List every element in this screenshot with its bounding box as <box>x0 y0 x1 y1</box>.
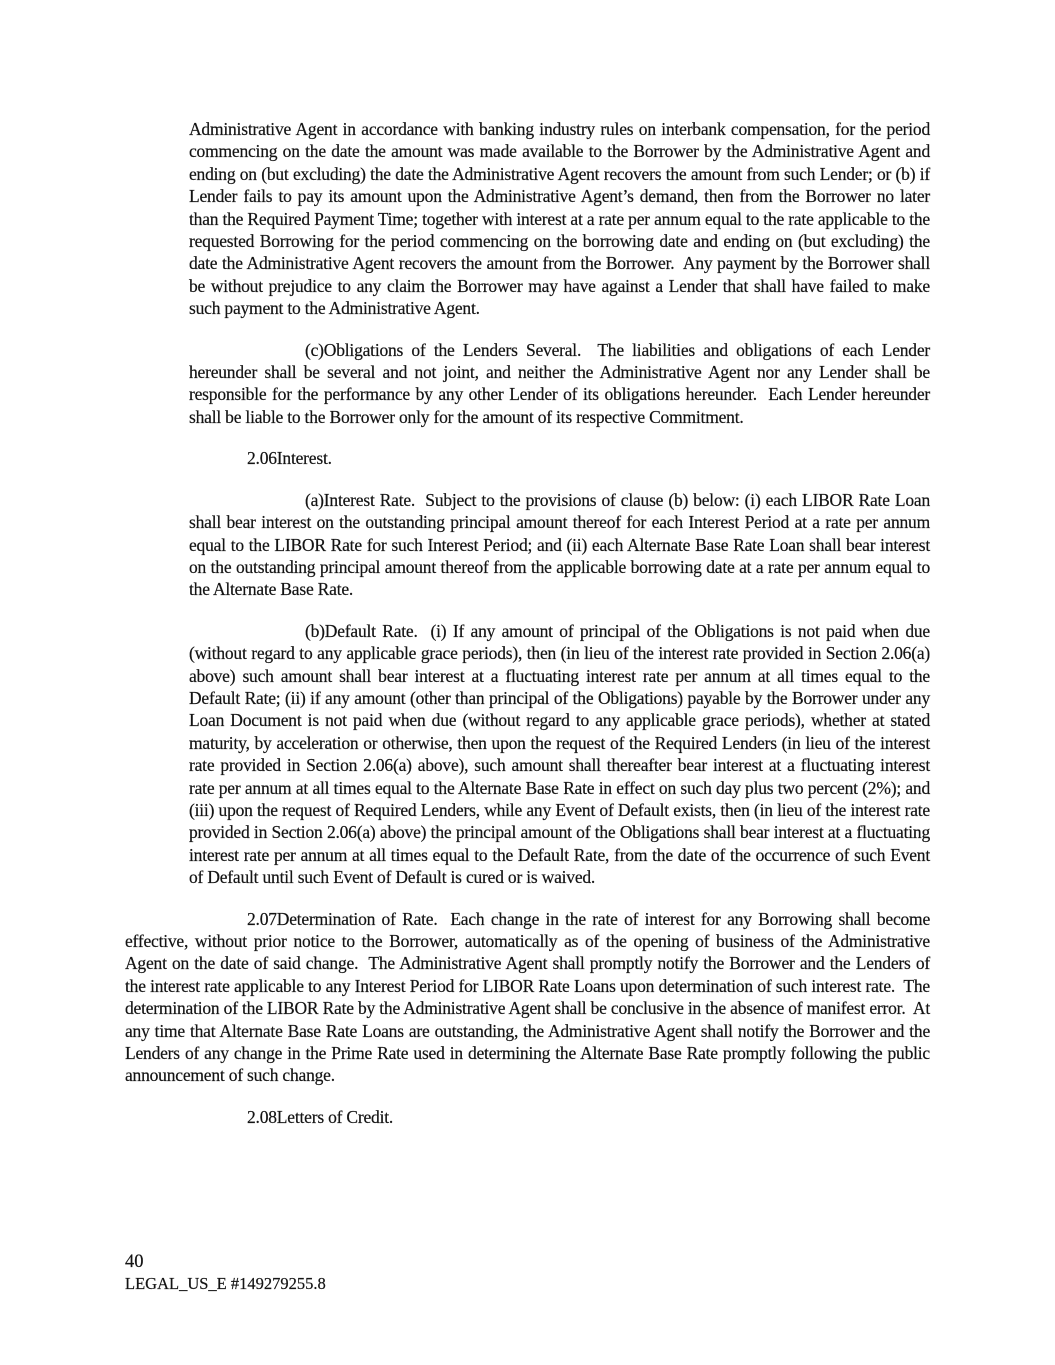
paragraph-label: 2.07 <box>247 908 277 929</box>
page-footer <box>125 1250 326 1294</box>
paragraph-label: (c) <box>305 339 324 360</box>
paragraph-208 <box>125 1106 930 1128</box>
paragraph-207 <box>125 908 930 1087</box>
paragraph-text: Subject to the provisions of clause (b) below: (i) each LIBOR Rate Loan shall bear interest on the outstanding principal amount thereof for each Interest Period at a rate per annum equal to the LIBOR Rate for such Interest Period; and (ii) each Alternate Base Rate Loan shall bear interest on the outstanding principal amount thereof from the applicable borrowing date at a rate per annum equal to the Alternate Base Rate. <box>189 489 930 600</box>
paragraph-text: The liabilities and obligations of each Lender hereunder shall be several and not joint, and neither the Administrative Agent nor any Lender shall be responsible for the performance by any other Lender of its obligations hereunder. Each Lender hereunder shall be liable to the Borrower only for the amount of its respective Commitment. <box>189 339 931 427</box>
paragraph-c <box>189 339 930 429</box>
paragraph-label: 2.06 <box>247 448 277 469</box>
paragraph-container <box>125 118 930 1128</box>
paragraph-text: (i) If any amount of principal of the Obligations is not paid when due (without regard to any applicable grace periods), then (in lieu of the interest rate provided in Section 2.06(a) above) such amount shall bear interest at a fluctuating interest rate per annum at all times equal to the Default Rate; (ii) if any amount (other than principal of the Obligations) payable by the Borrower under any Loan Document is not paid when due (without regard to any applicable grace periods), whether at stated maturity, by acceleration or otherwise, then upon the request of the Required Lenders (in lieu of the interest rate provided in Section 2.06(a) above), such amount shall thereafter bear interest at a fluctuating interest rate per annum at all times equal to the Alternate Base Rate in effect on such day plus two percent (2%); and (iii) upon the request of Required Lenders, while any Event of Default exists, then (in lieu of the interest rate provided in Section 2.06(a) above) the principal amount of the Obligations shall bear interest at a fluctuating interest rate per annum at all times equal to the Default Rate, from the date of the occurrence of such Event of Default until such Event of Default is cured or is waived. <box>189 620 930 888</box>
paragraph-label: (a) <box>305 489 324 510</box>
paragraph-206 <box>125 447 930 469</box>
paragraph-text: Each change in the rate of interest for any Borrowing shall become effective, without prior notice to the Borrower, automatically as of the opening of business of the Administrative Agent on the date of said change. The Administrative Agent shall promptly notify the Borrower and the Lenders of the interest rate applicable to any Interest Period for LIBOR Rate Loans upon determination of such interest rate. The determination of the LIBOR Rate by the Administrative Agent shall be conclusive in the absence of manifest error. At any time that Alternate Base Rate Loans are outstanding, the Administrative Agent shall notify the Borrower and the Lenders of any change in the Prime Rate used in determining the Alternate Base Rate promptly following the public announcement of such change. <box>125 908 931 1086</box>
clause-heading: Letters of Credit. <box>276 1106 394 1127</box>
clause-heading: Determination of Rate. <box>276 908 438 929</box>
paragraph-continuation <box>189 118 930 320</box>
document-body <box>125 118 930 1147</box>
clause-heading: Interest. <box>276 448 332 469</box>
paragraph-label: (b) <box>305 620 325 641</box>
clause-heading: Interest Rate. <box>323 489 416 510</box>
paragraph-b <box>189 620 930 889</box>
clause-heading: Obligations of the Lenders Several. <box>323 339 582 360</box>
document-id-stamp: LEGAL_US_E #149279255.8 <box>125 1274 326 1293</box>
paragraph-label: 2.08 <box>247 1106 277 1127</box>
paragraph-a <box>189 489 930 601</box>
paragraph-text: Administrative Agent in accordance with banking industry rules on interbank compensation, for the period commencing on the date the amount was made available to the Borrower by the Administrative Agent and ending on (but excluding) the date the Administrative Agent recovers the amount from such Lender; or (b) if Lender fails to pay its amount upon the Administrative Agent’s demand, then from the Borrower no later than the Required Payment Time; together with interest at a rate per annum equal to the rate applicable to the requested Borrowing for the period commencing on the borrowing date and ending on (but excluding) the date the Administrative Agent recovers the amount from the Borrower. Any payment by the Borrower shall be without prejudice to any claim the Borrower may have against a Lender that shall have failed to make such payment to the Administrative Agent. <box>189 119 930 319</box>
clause-heading: Default Rate. <box>324 620 418 641</box>
page-number: 40 <box>125 1252 144 1272</box>
